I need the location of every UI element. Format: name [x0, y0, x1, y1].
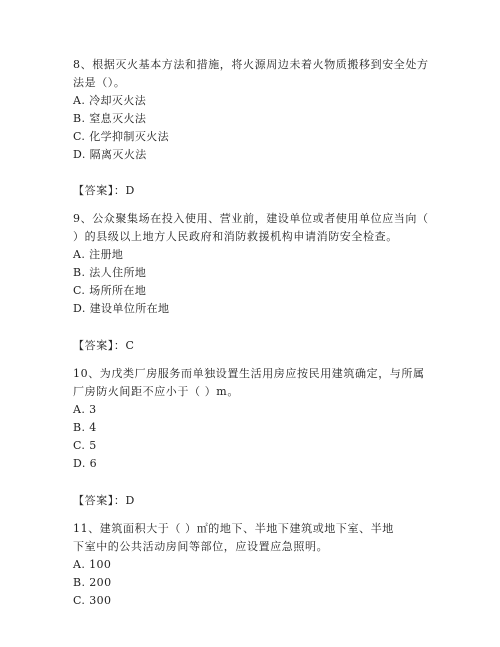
option-d: D. 建设单位所在地 [73, 302, 170, 315]
document-page [73, 56, 433, 610]
option-c: C. 化学抑制灭火法 [73, 130, 170, 143]
option-a: A. 3 [73, 403, 97, 416]
option-b: B. 法人住所地 [73, 266, 147, 279]
option-b: B. 4 [73, 421, 97, 434]
question-9 [73, 210, 433, 318]
question-11 [73, 520, 433, 610]
option-b: B. 200 [73, 576, 112, 589]
option-a: A. 冷却灭火法 [73, 94, 147, 107]
option-c: C. 5 [73, 439, 97, 452]
question-text-line: 下室中的公共活动房间等部位，应设置应急照明。 [73, 540, 329, 553]
option-c: C. 300 [73, 594, 112, 607]
question-text-line: ）的县级以上地方人民政府和消防救援机构申请消防安全检查。 [73, 230, 398, 243]
question-text-line: 10、为戊类厂房服务而单独设置生活用房应按民用建筑确定，与所属 [73, 367, 425, 380]
question-10 [73, 365, 433, 473]
option-d: D. 隔离灭火法 [73, 148, 147, 161]
answer-8: 【答案】：D [73, 184, 135, 197]
question-text-line: 法是（）。 [73, 76, 126, 89]
question-text-line: 11、建筑面积大于（ ）㎡的地下、半地下建筑或地下室、半地 [73, 522, 394, 535]
question-text-line: 9、公众聚集场在投入使用、营业前，建设单位或者使用单位应当向（ [73, 212, 429, 225]
option-a: A. 100 [73, 558, 112, 571]
option-b: B. 窒息灭火法 [73, 112, 147, 125]
question-text-line: 厂房防火间距不应小于（ ）m。 [73, 385, 239, 398]
option-a: A. 注册地 [73, 248, 124, 261]
option-c: C. 场所所在地 [73, 284, 147, 297]
option-d: D. 6 [73, 457, 98, 470]
question-8 [73, 56, 433, 164]
question-text-line: 8、根据灭火基本方法和措施，将火源周边未着火物质搬移到安全处方 [73, 58, 429, 71]
answer-9: 【答案】：C [73, 339, 135, 352]
answer-10: 【答案】：D [73, 494, 135, 507]
